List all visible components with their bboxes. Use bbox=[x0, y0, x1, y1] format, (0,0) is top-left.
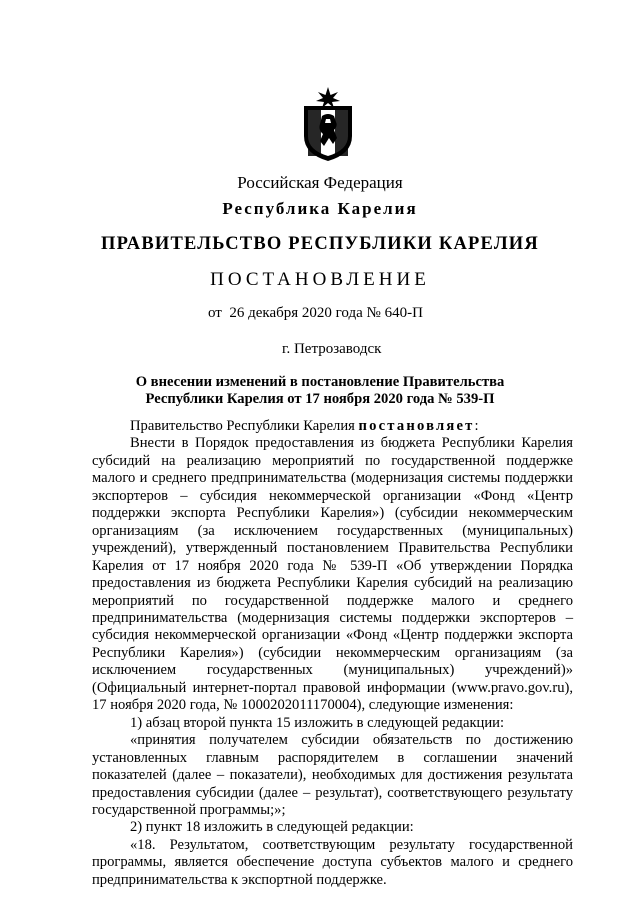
karelia-coat-of-arms-icon bbox=[298, 86, 358, 162]
item-1-paragraph: Внести в Порядок предоставления из бюджета Республики Карелия субсидий на реализацию мероприятий по государственной поддержке малого и среднего предпринимательства (модернизация системы поддержки экспортеров – субсидия некоммерческой организации «Фонд «Центр поддержки экспорта Республики Карелия») (субсидии некоммерческим организациям (за исключением государственных (муниципальных) учреждений), утвержденный постановлением Правительства Республики Карелия от 17 ноября 2020 года № 539-П «Об утверждении Порядка предоставления из бюджета Республики Карелия субсидий на реализацию мероприятий по государственной поддержке малого и среднего предпринимательства (модернизация системы поддержки экспортеров – субсидия некоммерческой организации «Фонд «Центр поддержки экспорта Республики Карелия») (субсидии некоммерческим организациям (за исключением государственных (муниципальных) учреждений)» (Официальный интернет-портал правовой информации (www.pravo.gov.ru), 17 ноября 2020 года, № 1000202011170004), следующие изменения: bbox=[92, 435, 573, 714]
preamble-end: : bbox=[474, 418, 479, 434]
preamble-lead: Правительство Республики Карелия bbox=[130, 418, 359, 434]
republic-heading: Республика Карелия bbox=[222, 199, 418, 218]
decree-body bbox=[92, 418, 573, 889]
subitem-1-paragraph: 1) абзац второй пункта 15 изложить в следующей редакции: bbox=[130, 714, 505, 731]
subitem-2-paragraph: 2) пункт 18 изложить в следующей редакции: bbox=[130, 819, 414, 836]
decree-date-line: от 26 декабря 2020 года № 640-П bbox=[208, 305, 423, 321]
subject-line-1: О внесении изменений в постановление Правительства bbox=[135, 374, 505, 390]
preamble-resolves: постановляет bbox=[358, 418, 475, 434]
quote-1-paragraph: «принятия получателем субсидии обязательств по достижению установленных главным распорядителем в соглашении значений показателей (далее – показатели), необходимых для достижения результата предоставления субсидии (далее – результат), соответствующего результату государственной программы;»; bbox=[92, 732, 573, 818]
quote-2-paragraph: «18. Результатом, соответствующим результату государственной программы, является обеспечение доступа субъектов малого и среднего предпринимательства к экспортной поддержке. bbox=[92, 836, 573, 888]
preamble bbox=[92, 418, 573, 435]
subject-line-2: Республики Карелия от 17 ноября 2020 года № 539-П bbox=[145, 391, 495, 407]
federation-heading: Российская Федерация bbox=[237, 173, 403, 192]
decree-subject bbox=[0, 374, 640, 408]
decree-city: г. Петрозаводск bbox=[282, 341, 382, 357]
decree-type-heading: ПОСТАНОВЛЕНИЕ bbox=[210, 269, 430, 290]
government-heading: ПРАВИТЕЛЬСТВО РЕСПУБЛИКИ КАРЕЛИЯ bbox=[101, 234, 539, 254]
